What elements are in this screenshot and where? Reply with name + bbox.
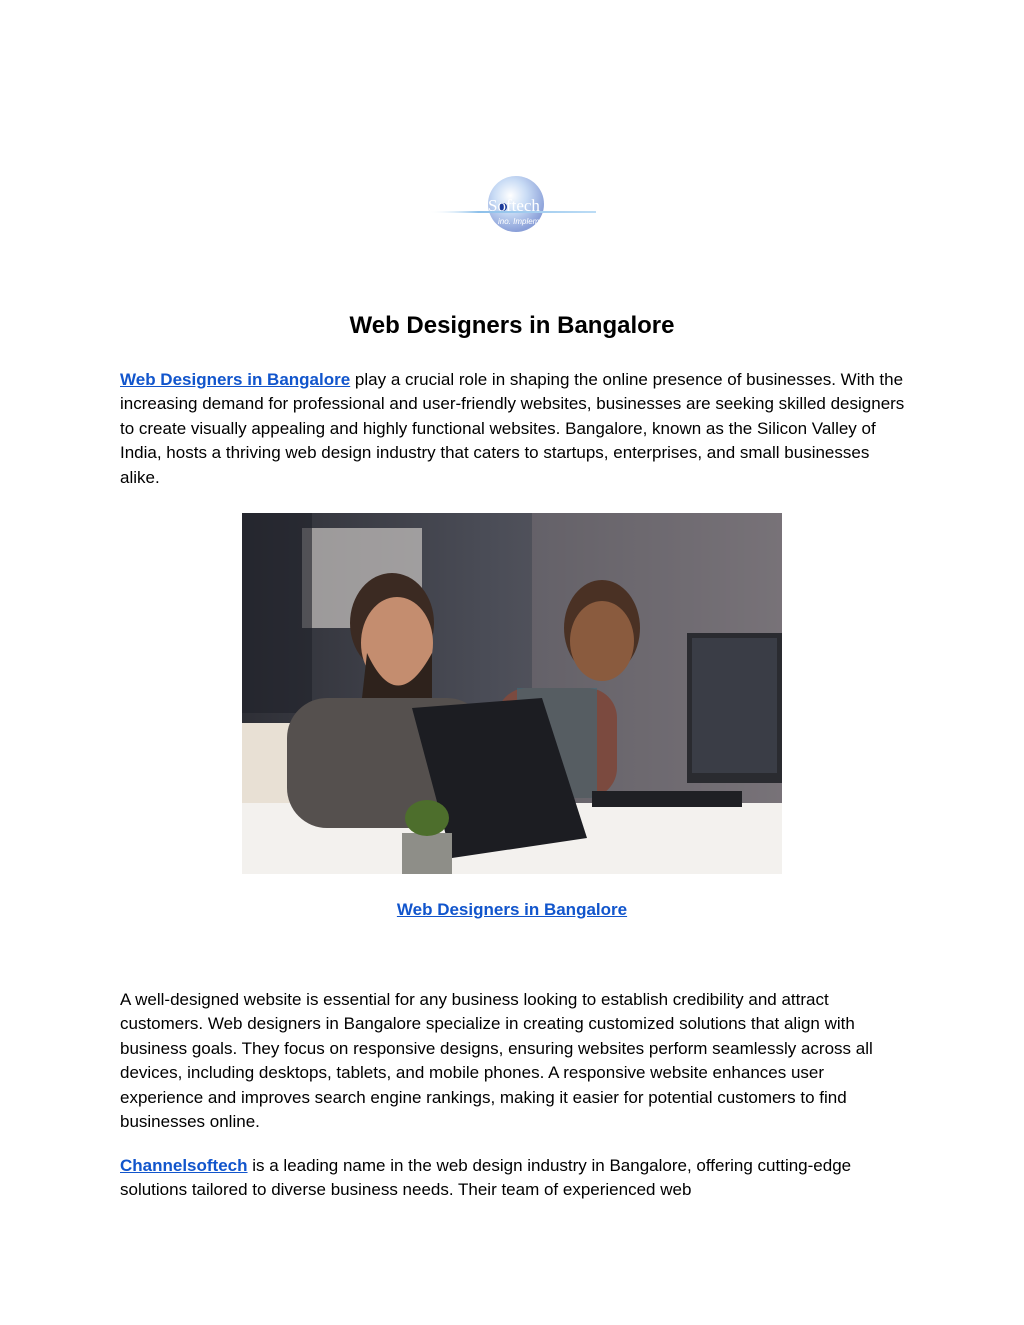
- page-title: Web Designers in Bangalore: [349, 312, 675, 339]
- caption-link[interactable]: Web Designers in Bangalore: [396, 900, 628, 919]
- image-caption: [0, 900, 1024, 920]
- logo-tagline: ino. Implem: [498, 217, 540, 226]
- intro-text: play a crucial role in shaping the online presence of businesses. With the increasing demand for professional and user-friendly websites, businesses are seeking skilled designers to create visually appealing and highly functional websites. Bangalore, known as the Silicon Valley of India, hosts a thriving web design industry that caters to startups, enterprises, and small businesses alike.: [120, 370, 905, 487]
- body-paragraph-3: [120, 1154, 910, 1203]
- channelsoftech-link[interactable]: Channelsoftech: [120, 1156, 248, 1175]
- body-paragraph-2: A well-designed website is essential for any business looking to establish credibility and attract customers. Web designers in Bangalore specialize in creating customized solutions that align with business goals. They focus on responsive designs, ensuring websites perform seamlessly across all devices, including desktops, tablets, and mobile phones. A responsive website enhances user experience and improves search engine rankings, making it easier for potential customers to find businesses online.: [120, 990, 873, 1132]
- web-designers-link[interactable]: Web Designers in Bangalore: [120, 370, 351, 389]
- intro-paragraph: [120, 368, 910, 490]
- paragraph-3-text: is a leading name in the web design industry in Bangalore, offering cutting-edge solutions tailored to diverse business needs. Their team of experienced web: [120, 1156, 852, 1200]
- softech-logo: [428, 172, 600, 238]
- logo-text: Softech: [488, 196, 540, 215]
- designers-photo: [242, 513, 782, 874]
